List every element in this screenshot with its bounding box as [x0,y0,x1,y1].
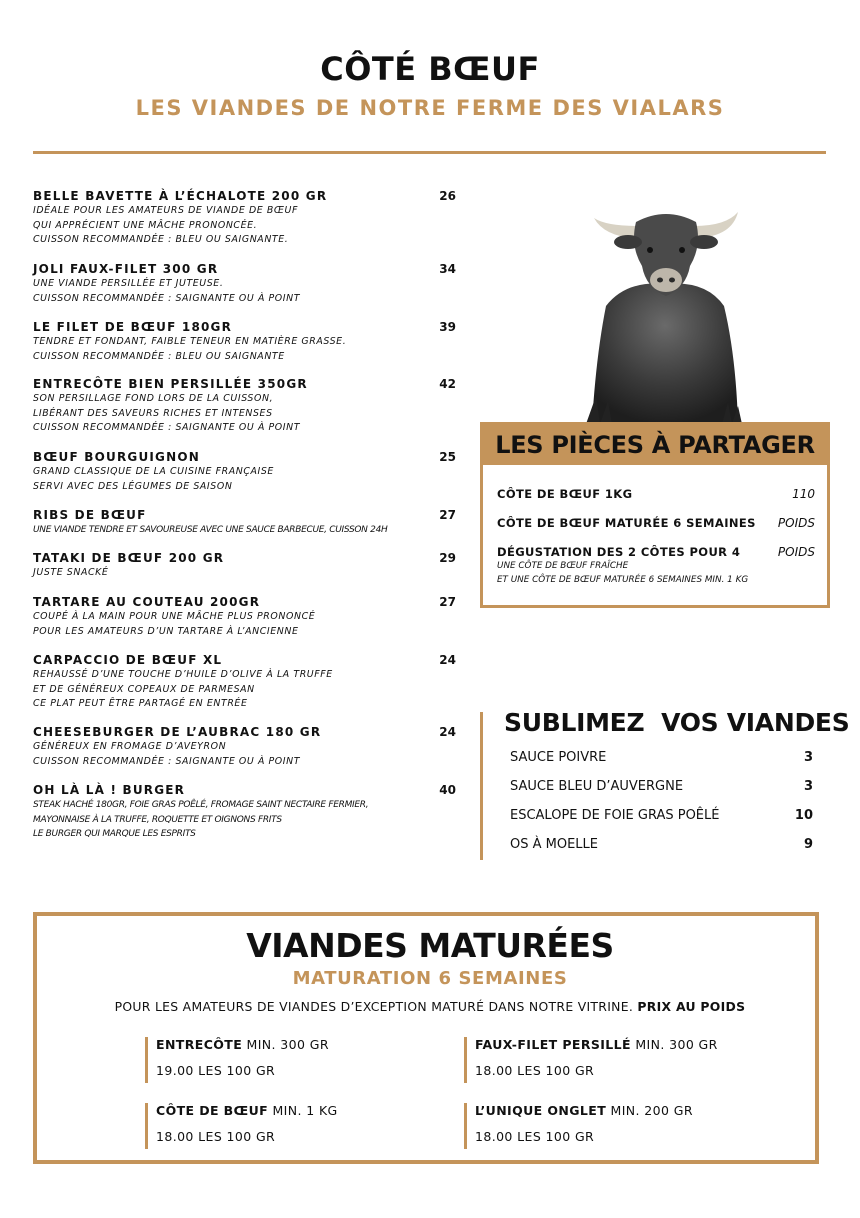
menu-item-name: RIBS DE BŒUF [33,508,147,522]
matured-title: VIANDES MATURÉES [246,926,614,965]
matured-item-title: L’UNIQUE ONGLET [475,1103,607,1118]
share-item-value: POIDS [777,545,815,559]
menu-item [33,319,456,364]
menu-item-name: TATAKI DE BŒUF 200 GR [33,551,225,565]
menu-item-desc: ET DE GÉNÉREUX COPEAUX DE PARMESAN [33,683,255,695]
share-box [480,422,830,608]
menu-item [33,724,456,769]
share-item-sub: UNE CÔTE DE BŒUF FRAÎCHE [497,561,629,571]
menu-item-desc: SERVI AVEC DES LÉGUMES DE SAISON [33,480,233,492]
matured-item-name [475,1103,693,1118]
matured-item-min: MIN. 300 GR [246,1037,329,1052]
matured-item-min: MIN. 1 KG [272,1103,338,1118]
menu-item-price: 40 [439,783,456,797]
matured-item-min: MIN. 200 GR [610,1103,693,1118]
menu-item [33,376,456,436]
menu-item-desc: QUI APPRÉCIENT UNE MÂCHE PRONONCÉE. [33,219,258,231]
menu-item-desc: POUR LES AMATEURS D’UN TARTARE À L’ANCIENNE [33,625,299,637]
matured-item-price: 18.00 LES 100 GR [475,1063,595,1078]
menu-item-desc: GRAND CLASSIQUE DE LA CUISINE FRANÇAISE [33,466,274,477]
share-item [497,545,815,587]
share-item-value: 110 [792,487,815,501]
menu-item-desc: LIBÉRANT DES SAVEURS RICHES ET INTENSES [33,407,273,419]
share-title: LES PIÈCES À PARTAGER [483,425,827,465]
bull-image [586,196,746,424]
matured-item-name [475,1037,718,1052]
sublimez-item-price: 9 [803,837,813,852]
sublimez-bar [480,712,483,860]
menu-item-name: JOLI FAUX-FILET 300 GR [33,262,219,276]
menu-item [33,507,456,538]
menu-item-name: TARTARE AU COUTEAU 200GR [33,595,261,609]
menu-item-price: 24 [439,725,456,739]
menu-item-name: BŒUF BOURGUIGNON [33,450,200,464]
menu-item [33,261,456,306]
matured-item-bar [464,1103,467,1149]
menu-item [33,449,456,494]
menu-item-desc: LE BURGER QUI MARQUE LES ESPRITS [33,829,196,839]
sublimez-item [510,779,813,794]
page-subtitle: LES VIANDES DE NOTRE FERME DES VIALARS [135,96,725,120]
sublimez-item-label: ESCALOPE DE FOIE GRAS POÊLÉ [510,808,720,823]
share-item-value: POIDS [777,516,815,530]
sublimez-item [510,837,813,852]
menu-item-desc: JUSTE SNACKÉ [33,567,109,578]
menu-item-price: 27 [439,595,456,609]
sublimez-item-label: SAUCE BLEU D’AUVERGNE [510,779,684,794]
menu-item-price: 34 [439,262,456,276]
matured-intro-text: POUR LES AMATEURS DE VIANDES D’EXCEPTION MATURÉ DANS NOTRE VITRINE. [114,999,634,1014]
menu-item-desc: CUISSON RECOMMANDÉE : BLEU OU SAIGNANTE [33,350,285,362]
menu-item-desc: CUISSON RECOMMANDÉE : SAIGNANTE OU À POINT [33,755,301,767]
menu-item-desc: CUISSON RECOMMANDÉE : BLEU OU SAIGNANTE. [33,234,289,245]
matured-item-title: FAUX-FILET PERSILLÉ [475,1037,631,1052]
share-item-sub: ET UNE CÔTE DE BŒUF MATURÉE 6 SEMAINES MIN. 1 KG [497,575,749,585]
menu-item-price: 27 [439,508,456,522]
matured-intro-bold: PRIX AU POIDS [637,999,746,1014]
menu-item-desc: UNE VIANDE PERSILLÉE ET JUTEUSE. [33,278,224,289]
share-item-label: DÉGUSTATION DES 2 CÔTES POUR 4 [497,545,741,559]
menu-item-name: CHEESEBURGER DE L’AUBRAC 180 GR [33,725,322,739]
menu-item [33,188,456,248]
share-item-label: CÔTE DE BŒUF 1KG [497,487,633,501]
menu-item-price: 29 [439,551,456,565]
menu-item-price: 26 [439,189,456,203]
menu-item-desc: COUPÉ À LA MAIN POUR UNE MÂCHE PLUS PRONONCÉ [33,611,316,622]
header-divider [33,151,826,154]
menu-item-desc: GÉNÉREUX EN FROMAGE D’AVEYRON [33,741,227,752]
menu-item [33,550,456,581]
matured-item-bar [464,1037,467,1083]
menu-item-price: 39 [439,320,456,334]
menu-item-name: LE FILET DE BŒUF 180GR [33,320,233,334]
share-item [497,516,815,530]
menu-item [33,594,456,639]
matured-item-title: CÔTE DE BŒUF [156,1103,269,1118]
menu-item-name: CARPACCIO DE BŒUF XL [33,653,223,667]
sublimez-item-price: 3 [803,750,813,765]
menu-item-name: OH LÀ LÀ ! BURGER [33,783,186,797]
menu-item [33,652,456,712]
menu-item-desc: MAYONNAISE À LA TRUFFE, ROQUETTE ET OIGNONS FRITS [33,814,282,825]
menu-item-desc: IDÉALE POUR LES AMATEURS DE VIANDE DE BŒUF [33,205,298,216]
menu-item-desc: CUISSON RECOMMANDÉE : SAIGNANTE OU À POINT [33,422,301,433]
menu-item-desc: UNE VIANDE TENDRE ET SAVOUREUSE AVEC UNE SAUCE BARBECUE, CUISSON 24H [33,525,388,535]
matured-item-bar [145,1103,148,1149]
matured-item-price: 19.00 LES 100 GR [156,1063,276,1078]
page-title: CÔTÉ BŒUF [320,50,540,88]
sublimez-title: SUBLIMEZ VOS VIANDES [504,708,850,737]
menu-item-desc: TENDRE ET FONDANT, FAIBLE TENEUR EN MATIÈRE GRASSE. [33,336,347,347]
menu-item-name: BELLE BAVETTE À L’ÉCHALOTE 200 GR [33,189,328,203]
share-item [497,487,815,501]
menu-item-desc: REHAUSSÉ D’UNE TOUCHE D’HUILE D’OLIVE À LA TRUFFE [33,669,333,680]
sublimez-item-price: 10 [794,808,813,823]
matured-subtitle: MATURATION 6 SEMAINES [292,968,568,989]
menu-item-desc: CUISSON RECOMMANDÉE : SAIGNANTE OU À POINT [33,292,301,304]
menu-item-price: 25 [439,450,456,464]
matured-item-name [156,1103,338,1118]
menu-item-price: 42 [439,377,456,391]
sublimez-item-label: OS À MOELLE [510,837,599,852]
matured-item-title: ENTRECÔTE [156,1037,243,1052]
sublimez-item-price: 3 [803,779,813,794]
share-item-label: CÔTE DE BŒUF MATURÉE 6 SEMAINES [497,516,756,530]
menu-item-desc: CE PLAT PEUT ÊTRE PARTAGÉ EN ENTRÉE [33,698,248,709]
menu-item-desc: SON PERSILLAGE FOND LORS DE LA CUISSON, [33,393,274,404]
menu-item [33,782,456,842]
matured-item-bar [145,1037,148,1083]
matured-item-name [156,1037,329,1052]
matured-item-price: 18.00 LES 100 GR [156,1129,276,1144]
matured-item-min: MIN. 300 GR [635,1037,718,1052]
matured-intro [0,999,860,1014]
matured-item-price: 18.00 LES 100 GR [475,1129,595,1144]
menu-item-name: ENTRECÔTE BIEN PERSILLÉE 350GR [33,377,308,391]
sublimez-item-label: SAUCE POIVRE [510,750,607,765]
sublimez-item [510,750,813,765]
sublimez-item [510,808,813,823]
menu-item-price: 24 [439,653,456,667]
menu-item-desc: STEAK HACHÉ 180GR, FOIE GRAS POÊLÉ, FROMAGE SAINT NECTAIRE FERMIER, [33,800,369,810]
